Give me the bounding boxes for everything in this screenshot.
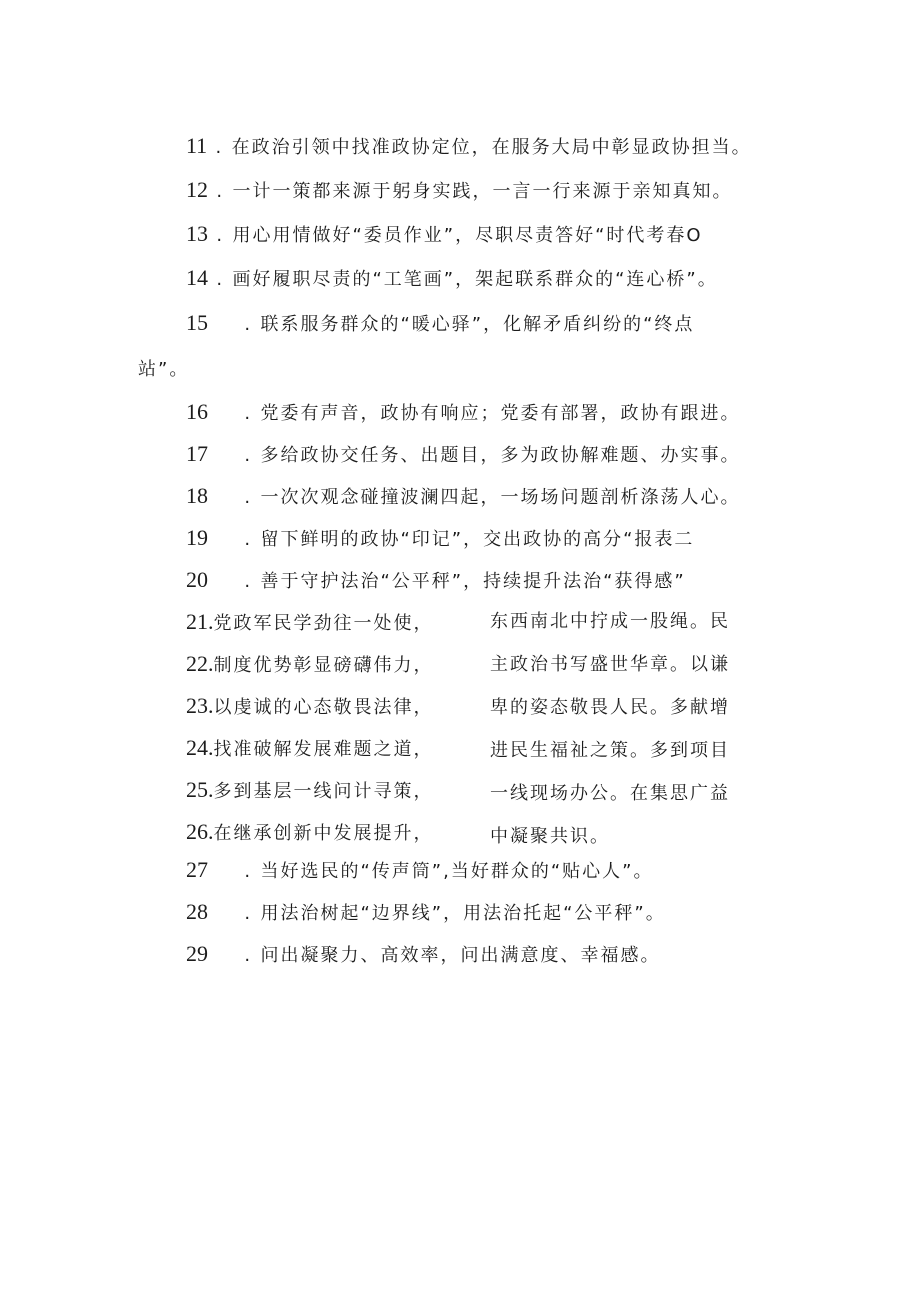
item-separator: . <box>244 945 253 966</box>
column-row <box>186 608 434 638</box>
right-column-text: 进民生福祉之策。多到项目 <box>490 740 730 761</box>
left-column-text: 在继承创新中发展提升， <box>213 823 434 844</box>
item-number: 20 <box>186 567 208 592</box>
item-number: 29 <box>186 941 208 966</box>
column-row <box>186 692 434 722</box>
item-separator: . <box>244 861 253 882</box>
item-number: 11 <box>186 133 208 158</box>
item-separator: . <box>244 314 253 335</box>
item-number: 13 <box>186 221 208 246</box>
list-item-continuation <box>138 354 189 384</box>
column-row <box>186 650 434 680</box>
item-separator: . <box>216 181 225 202</box>
item-separator: . <box>244 571 253 592</box>
list-item <box>186 440 740 470</box>
item-text: 一计一策都来源于躬身实践，一言一行来源于亲知真知。 <box>232 181 733 202</box>
left-column-text: 制度优势彰显磅礴伟力， <box>213 655 434 676</box>
item-text: 画好履职尽责的“工笔画”，架起联系群众的“连心桥”。 <box>232 269 718 290</box>
list-item <box>186 220 703 250</box>
item-text-continued: 站”。 <box>138 359 190 380</box>
item-number: 12 <box>186 177 208 202</box>
item-separator: . <box>216 225 225 246</box>
item-number: 22. <box>186 651 214 676</box>
list-item <box>186 566 686 596</box>
list-item <box>186 482 740 512</box>
item-separator: . <box>215 137 224 158</box>
item-separator: . <box>244 903 253 924</box>
item-text: 用心用情做好“委员作业”，尽职尽责答好“时代考春O <box>232 225 703 246</box>
left-column-text: 以虔诚的心态敬畏法律， <box>213 697 434 718</box>
item-text: 留下鲜明的政协“印记”，交出政协的高分“报表二 <box>260 529 695 550</box>
list-item <box>186 940 660 970</box>
list-item <box>186 524 694 554</box>
item-text: 一次次观念碰撞波澜四起，一场场问题剖析涤荡人心。 <box>260 487 741 508</box>
item-number: 15 <box>186 310 208 335</box>
item-text: 用法治树起“边界线”，用法治托起“公平秤”。 <box>260 903 666 924</box>
item-separator: . <box>244 487 253 508</box>
item-number: 23. <box>186 693 214 718</box>
left-column-text: 党政军民学劲往一处使， <box>213 613 434 634</box>
left-column-text: 多到基层一线问计寻策， <box>213 781 434 802</box>
column-row <box>186 734 434 764</box>
column-row <box>186 776 434 806</box>
item-text: 党委有声音，政协有响应；党委有部署，政协有跟进。 <box>260 403 741 424</box>
item-separator: . <box>244 529 253 550</box>
list-item <box>186 898 666 928</box>
right-column-text: 主政治书写盛世华章。以谦 <box>490 654 730 675</box>
item-separator: . <box>244 445 253 466</box>
list-item <box>186 856 653 886</box>
item-number: 18 <box>186 483 208 508</box>
item-number: 16 <box>186 399 208 424</box>
item-number: 24. <box>186 735 214 760</box>
item-number: 17 <box>186 441 208 466</box>
item-text: 问出凝聚力、高效率，问出满意度、幸福感。 <box>260 945 661 966</box>
item-number: 25. <box>186 777 214 802</box>
item-text: 当好选民的“传声筒”,当好群众的“贴心人”。 <box>260 861 654 882</box>
item-text: 在政治引领中找准政协定位，在服务大局中彰显政协担当。 <box>231 137 752 158</box>
column-row <box>186 818 434 848</box>
item-text: 多给政协交任务、出题目，多为政协解难题、办实事。 <box>260 445 741 466</box>
list-item <box>186 132 752 162</box>
item-number: 28 <box>186 899 208 924</box>
list-item <box>186 176 732 206</box>
right-column-text: 中凝聚共识。 <box>490 826 610 847</box>
item-number: 19 <box>186 525 208 550</box>
list-item <box>186 398 740 428</box>
right-column-text: 东西南北中拧成一股绳。民 <box>490 611 730 632</box>
item-text: 善于守护法治“公平秤”，持续提升法治“获得感” <box>260 571 686 592</box>
right-column-text: 卑的姿态敬畏人民。多献增 <box>490 697 730 718</box>
item-separator: . <box>244 403 253 424</box>
item-number: 26. <box>186 819 214 844</box>
item-text: 联系服务群众的“暖心驿”，化解矛盾纠纷的“终点 <box>260 314 695 335</box>
item-separator: . <box>216 269 225 290</box>
item-number: 14 <box>186 265 208 290</box>
item-number: 21. <box>186 609 214 634</box>
right-column-text: 一线现场办公。在集思广益 <box>490 783 730 804</box>
list-item <box>186 309 694 339</box>
item-number: 27 <box>186 857 208 882</box>
left-column-text: 找准破解发展难题之道， <box>213 739 434 760</box>
list-item <box>186 264 718 294</box>
